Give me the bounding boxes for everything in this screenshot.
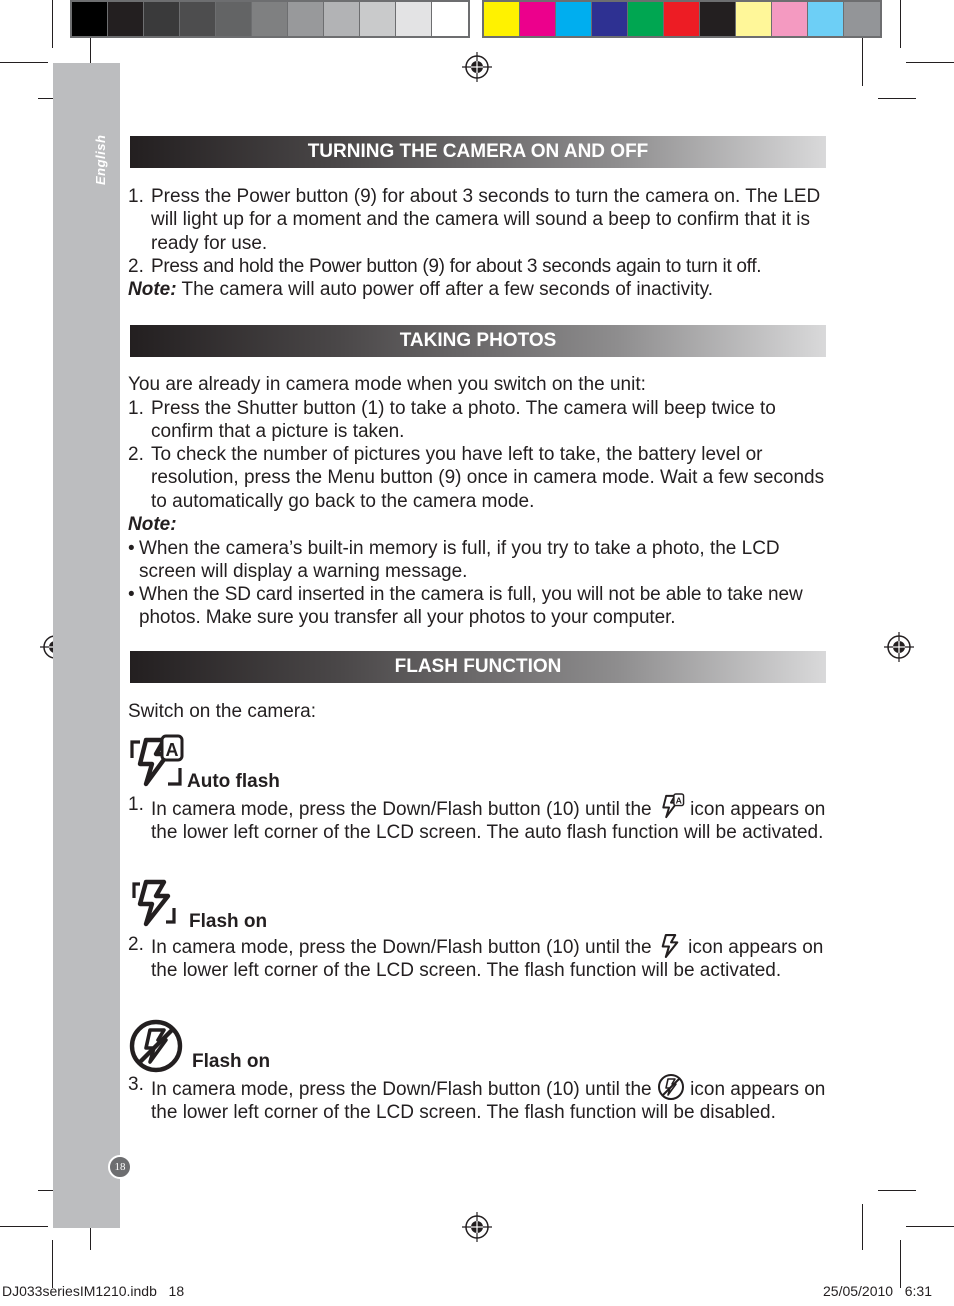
list-number: 2.: [128, 934, 144, 955]
list-text: icon appears on the lower left corner of the LCD screen. The flash function will be activated.: [151, 937, 824, 982]
color-swatch: [396, 2, 432, 36]
list-text: In camera mode, press the Down/Flash button (10) until the: [151, 937, 652, 958]
section-header-photos: TAKING PHOTOS: [130, 325, 826, 357]
color-swatch: [844, 2, 880, 36]
power-note: [128, 278, 828, 301]
crop-mark: [52, 1240, 53, 1288]
color-swatch: [324, 2, 360, 36]
list-number: 1.: [128, 186, 144, 207]
auto-flash-heading: Auto flash: [187, 771, 280, 792]
crop-mark: [878, 1190, 916, 1191]
list-text: Press and hold the Power button (9) for about 3 seconds again to turn it off.: [151, 256, 762, 277]
footer-filename: DJ033seriesIM1210.indb 18: [2, 1283, 185, 1299]
flash-on-icon: [657, 933, 683, 959]
photos-intro: You are already in camera mode when you switch on the unit:: [128, 374, 646, 395]
registration-mark-icon: [884, 632, 914, 662]
flash-off-icon: [128, 1018, 184, 1074]
flash-off-heading: Flash on: [192, 1051, 271, 1072]
crop-mark: [900, 1240, 901, 1288]
flash-auto-icon: [128, 734, 184, 792]
list-text: icon appears on the lower left corner of the LCD screen. The auto flash function will be activated.: [151, 799, 826, 844]
color-swatch: [360, 2, 396, 36]
crop-mark: [900, 0, 901, 48]
bullet-symbol: •: [128, 584, 135, 605]
note-label: Note:: [128, 514, 177, 535]
list-item: [128, 443, 828, 513]
list-text: Press the Shutter button (1) to take a photo. The camera will beep twice to confirm that a picture is taken.: [151, 398, 776, 443]
photos-note-label: [128, 513, 828, 536]
page-number-badge: 18: [108, 1155, 132, 1179]
list-item: [128, 397, 828, 444]
note-label: Note:: [128, 279, 177, 300]
svg-text:A: A: [165, 740, 179, 760]
list-text: Press the Power button (9) for about 3 seconds to turn the camera on. The LED will light up for a moment and the camera will sound a beep to confirm that it is ready for use.: [151, 186, 821, 254]
list-item: [128, 793, 828, 845]
registration-mark-icon: [462, 52, 492, 82]
list-text: In camera mode, press the Down/Flash button (10) until the: [151, 1079, 652, 1100]
language-side-strip: [53, 63, 120, 1228]
list-text: In camera mode, press the Down/Flash button (10) until the: [151, 799, 652, 820]
crop-mark: [0, 62, 48, 63]
bullet-symbol: •: [128, 538, 135, 559]
bullet-item: [128, 583, 828, 630]
registration-mark-icon: [462, 1212, 492, 1242]
color-swatch: [108, 2, 144, 36]
list-number: 1.: [128, 794, 144, 815]
flash-off-icon: [657, 1073, 685, 1101]
color-swatch: [288, 2, 324, 36]
crop-mark: [52, 0, 53, 48]
bullet-item: [128, 537, 828, 584]
grayscale-swatch-bar: [70, 0, 470, 38]
color-swatch: [216, 2, 252, 36]
crop-mark: [862, 38, 863, 86]
color-swatch: [556, 2, 592, 36]
color-swatch: [252, 2, 288, 36]
crop-mark: [878, 98, 916, 99]
list-text: To check the number of pictures you have left to take, the battery level or resolution, press the Menu button (9) once in camera mode. Wait a few seconds to automatically go back to the camera mode.: [151, 444, 825, 512]
footer-timestamp: 25/05/2010 6:31: [823, 1283, 932, 1299]
section-header-power: TURNING THE CAMERA ON AND OFF: [130, 136, 826, 168]
color-swatch: [432, 2, 468, 36]
color-swatch: [736, 2, 772, 36]
list-item: [128, 185, 828, 255]
bullet-text: When the camera’s built-in memory is full, if you try to take a photo, the LCD screen will display a warning message.: [139, 538, 780, 583]
flash-auto-icon: [657, 793, 685, 821]
list-number: 2.: [128, 444, 144, 465]
crop-mark: [0, 1226, 48, 1227]
color-swatch: [484, 2, 520, 36]
note-text: The camera will auto power off after a few seconds of inactivity.: [176, 279, 714, 300]
list-number: 3.: [128, 1074, 144, 1095]
color-swatch: [664, 2, 700, 36]
color-swatch: [628, 2, 664, 36]
crop-mark: [906, 1226, 954, 1227]
list-item: [128, 933, 828, 983]
process-color-swatch-bar: [482, 0, 882, 38]
color-swatch: [144, 2, 180, 36]
list-number: 2.: [128, 256, 144, 277]
color-swatch: [180, 2, 216, 36]
crop-mark: [906, 62, 954, 63]
section-header-flash: FLASH FUNCTION: [130, 651, 826, 683]
color-swatch: [72, 2, 108, 36]
list-number: 1.: [128, 398, 144, 419]
color-swatch: [520, 2, 556, 36]
color-swatch: [772, 2, 808, 36]
flash-intro: Switch on the camera:: [128, 701, 316, 722]
flash-on-icon: [130, 878, 178, 928]
color-swatch: [592, 2, 628, 36]
bullet-text: When the SD card inserted in the camera is full, you will not be able to take new photos. Make sure you transfer all your photos to your computer.: [139, 584, 803, 629]
list-text: icon appears on the lower left corner of the LCD screen. The flash function will be disabled.: [151, 1079, 826, 1124]
color-swatch: [700, 2, 736, 36]
list-item: [128, 255, 828, 278]
language-label: English: [93, 134, 108, 185]
list-item: [128, 1073, 828, 1125]
svg-text:A: A: [675, 795, 682, 806]
flash-on-heading: Flash on: [189, 911, 268, 932]
crop-mark: [862, 1204, 863, 1250]
color-swatch: [808, 2, 844, 36]
